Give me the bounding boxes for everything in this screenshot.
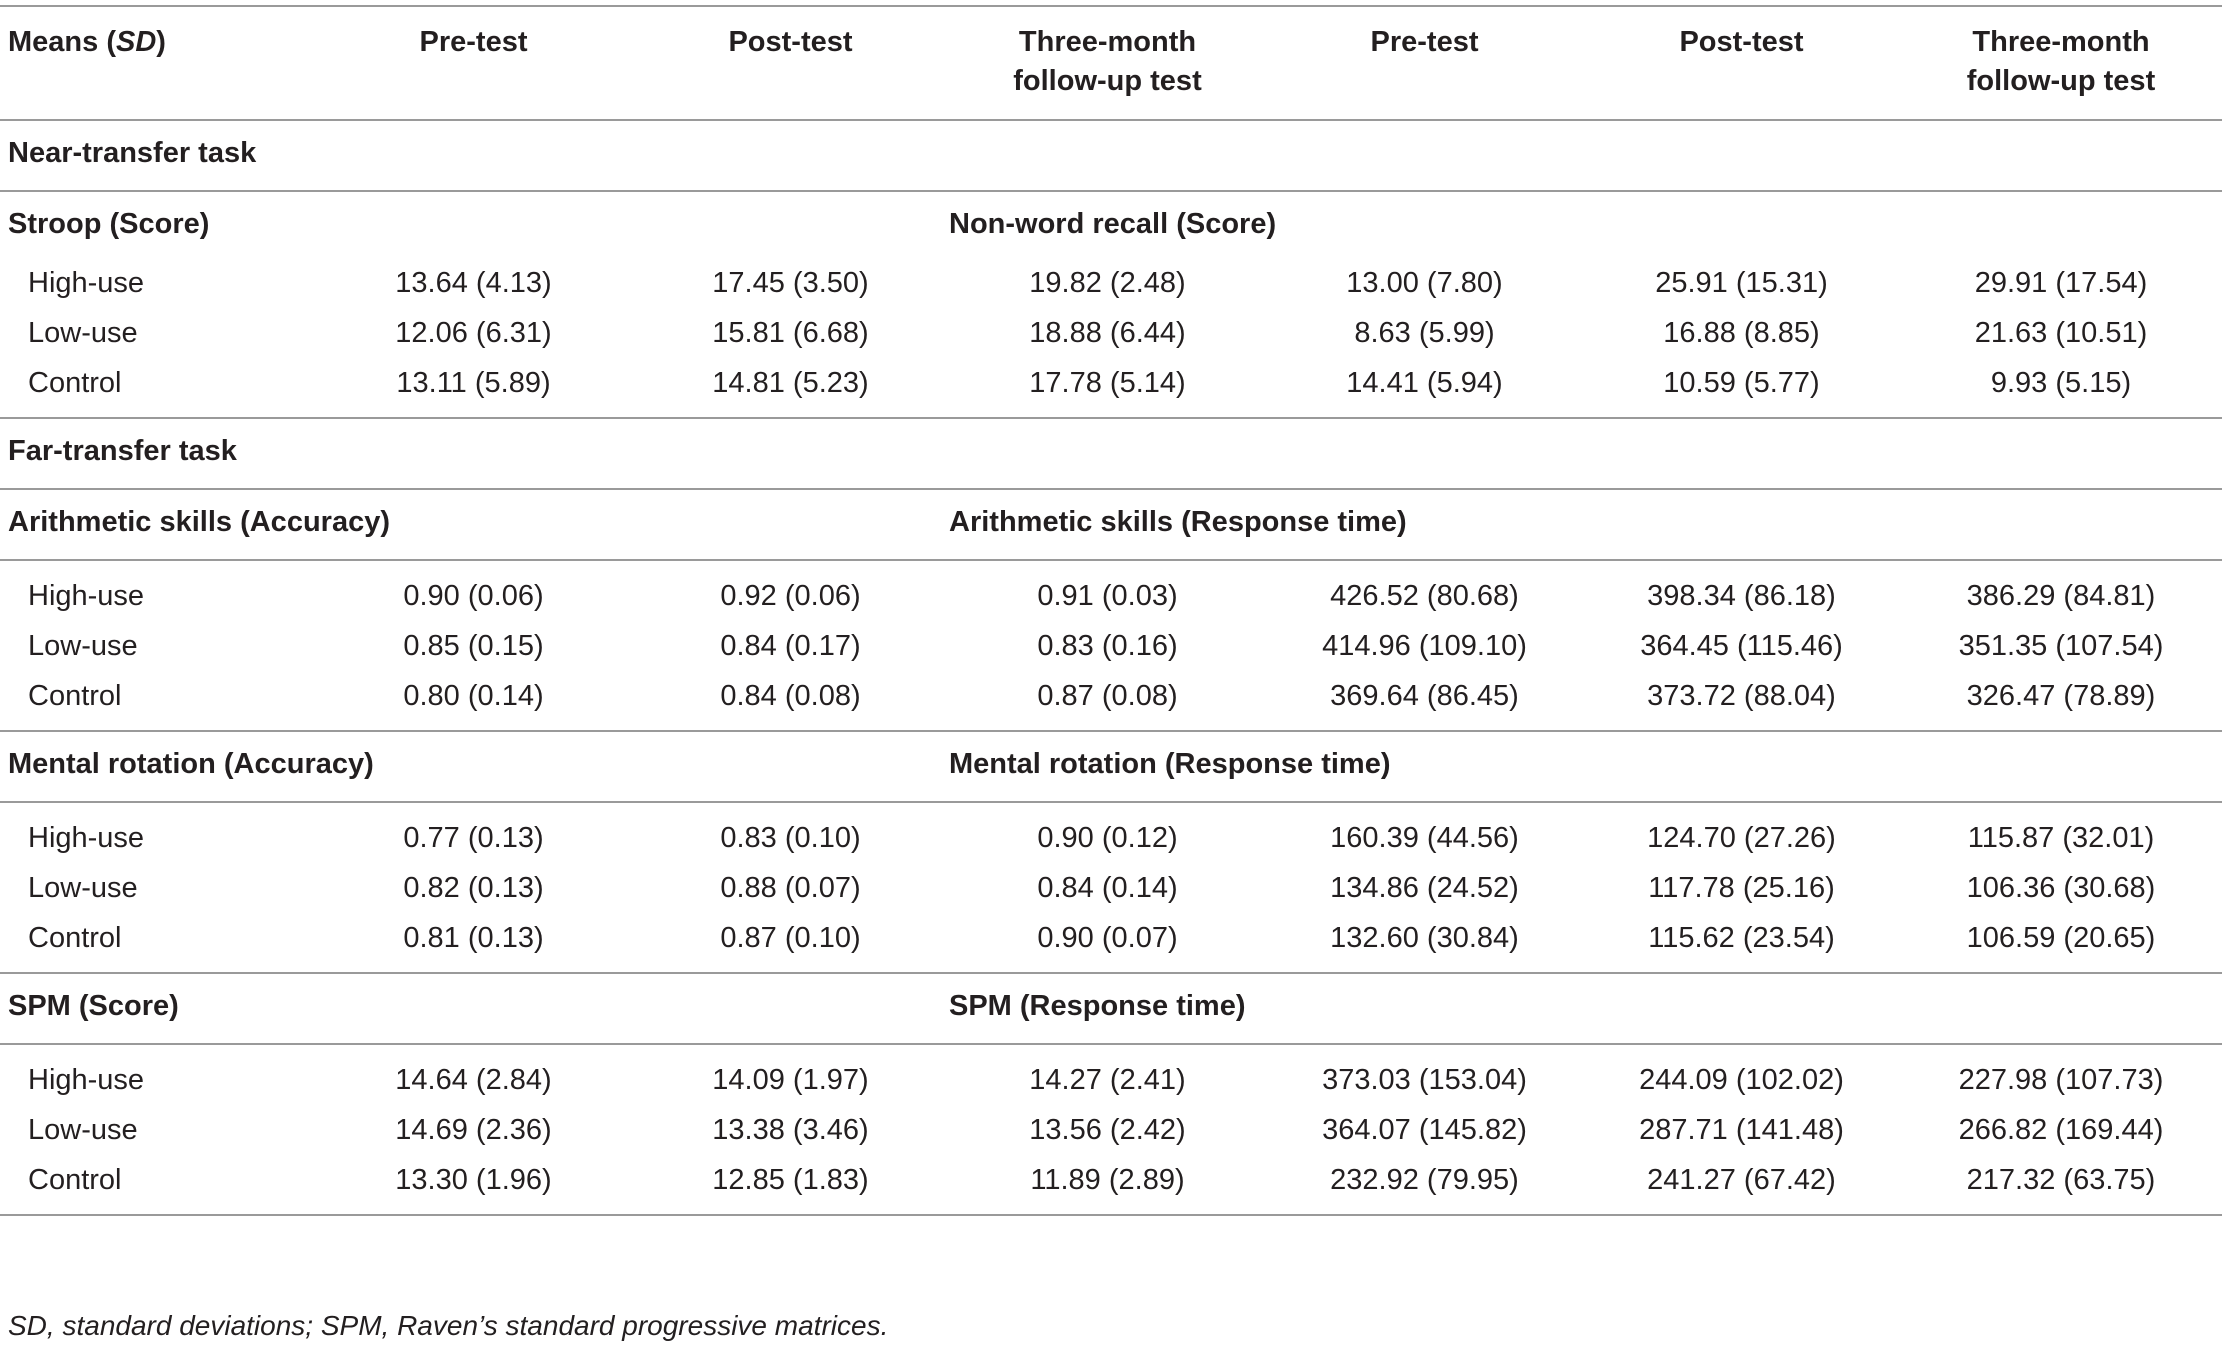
table-cell: 0.90 (0.06) (403, 580, 544, 612)
table-cell: 106.36 (30.68) (1966, 872, 2156, 904)
row-label: Low-use (28, 630, 138, 662)
header-col-3: Three-month follow-up test (949, 6, 1266, 120)
table-cell: 13.38 (3.46) (712, 1114, 869, 1146)
footnote-sd: SD (8, 1310, 47, 1341)
row-label: Control (0, 361, 315, 418)
table-cell: 10.59 (5.77) (1583, 361, 1900, 418)
table-cell: 217.32 (63.75) (1900, 1158, 2222, 1215)
table-footnote (8, 1310, 888, 1342)
table-cell: 386.29 (84.81) (1966, 580, 2156, 612)
table-cell: 0.88 (0.07) (720, 872, 861, 904)
block-left-title: Mental rotation (Accuracy) (0, 731, 949, 802)
table-cell: 0.87 (0.10) (632, 916, 949, 973)
row-label: Control (0, 1158, 315, 1215)
table-cell: 124.70 (27.26) (1647, 822, 1836, 854)
table-cell: 266.82 (169.44) (1958, 1114, 2164, 1146)
header-col-6: Three-month follow-up test (1900, 6, 2222, 120)
table-cell: 134.86 (24.52) (1330, 872, 1519, 904)
table-cell: 227.98 (107.73) (1958, 1064, 2164, 1096)
table-cell: 0.92 (0.06) (720, 580, 861, 612)
table-cell: 14.69 (2.36) (395, 1114, 552, 1146)
table-cell: 13.64 (4.13) (395, 267, 552, 299)
table-cell: 241.27 (67.42) (1583, 1158, 1900, 1215)
table-cell: 0.84 (0.17) (720, 630, 861, 662)
row-label: Low-use (28, 317, 138, 349)
row-label: High-use (28, 267, 145, 299)
table-cell: 326.47 (78.89) (1900, 674, 2222, 731)
table-cell: 13.56 (2.42) (1029, 1114, 1186, 1146)
table-cell: 0.81 (0.13) (315, 916, 632, 973)
table-cell: 373.03 (153.04) (1322, 1064, 1527, 1096)
section-far-transfer (0, 418, 2222, 489)
table-cell: 14.81 (5.23) (632, 361, 949, 418)
header-col-1: Pre-test (315, 6, 632, 120)
block-right-title: Mental rotation (Response time) (949, 731, 2222, 802)
block-right-title: Non-word recall (Score) (949, 208, 1277, 240)
table-cell: 13.11 (5.89) (315, 361, 632, 418)
block-header-row (0, 191, 2222, 261)
row-label: High-use (28, 1064, 145, 1096)
section-title: Far-transfer task (0, 418, 2222, 489)
table-row (0, 361, 2222, 418)
table-cell: 244.09 (102.02) (1639, 1064, 1844, 1096)
table-cell: 115.87 (32.01) (1967, 822, 2155, 854)
table-cell: 0.90 (0.12) (1037, 822, 1178, 854)
table-cell: 117.78 (25.16) (1648, 872, 1835, 904)
table-cell: 0.80 (0.14) (315, 674, 632, 731)
row-label: Low-use (28, 1114, 138, 1146)
table-cell: 287.71 (141.48) (1639, 1114, 1844, 1146)
table-cell: 8.63 (5.99) (1354, 317, 1495, 349)
table-cell: 29.91 (17.54) (1974, 267, 2148, 299)
header-means-sd: Means (SD) (0, 6, 315, 120)
block-right-title: SPM (Response time) (949, 973, 2222, 1044)
table-row (0, 261, 2222, 311)
table-cell: 0.91 (0.03) (1037, 580, 1178, 612)
table-cell: 21.63 (10.51) (1974, 317, 2148, 349)
section-near-transfer (0, 120, 2222, 191)
table-cell: 11.89 (2.89) (949, 1158, 1266, 1215)
table-cell: 9.93 (5.15) (1900, 361, 2222, 418)
table-cell: 115.62 (23.54) (1583, 916, 1900, 973)
table-cell: 12.06 (6.31) (395, 317, 552, 349)
table-cell: 364.45 (115.46) (1640, 630, 1843, 662)
table-cell: 0.85 (0.15) (403, 630, 544, 662)
row-label: High-use (28, 822, 145, 854)
table-cell: 16.88 (8.85) (1663, 317, 1820, 349)
table-cell: 19.82 (2.48) (1029, 267, 1186, 299)
table-cell: 14.64 (2.84) (395, 1064, 552, 1096)
block-header-row (0, 489, 2222, 560)
block-left-title: Arithmetic skills (Accuracy) (0, 489, 949, 560)
table-cell: 351.35 (107.54) (1958, 630, 2164, 662)
table-cell: 160.39 (44.56) (1330, 822, 1519, 854)
block-header-row (0, 973, 2222, 1044)
table-cell: 414.96 (109.10) (1322, 630, 1527, 662)
header-col-2: Post-test (632, 6, 949, 120)
table-cell: 0.87 (0.08) (949, 674, 1266, 731)
table-row (0, 1044, 2222, 1108)
table-cell: 132.60 (30.84) (1266, 916, 1583, 973)
row-label: Control (0, 674, 315, 731)
row-label: Control (0, 916, 315, 973)
table-cell: 0.90 (0.07) (949, 916, 1266, 973)
table-row (0, 311, 2222, 361)
table-row (0, 1108, 2222, 1158)
table-cell: 0.77 (0.13) (403, 822, 544, 854)
table-cell: 398.34 (86.18) (1647, 580, 1836, 612)
table-cell: 0.83 (0.10) (720, 822, 861, 854)
table-cell: 14.27 (2.41) (1029, 1064, 1186, 1096)
table-cell: 15.81 (6.68) (712, 317, 869, 349)
table-cell: 13.30 (1.96) (315, 1158, 632, 1215)
table-cell: 0.82 (0.13) (403, 872, 544, 904)
table-cell: 232.92 (79.95) (1266, 1158, 1583, 1215)
block-header-row (0, 731, 2222, 802)
table-cell: 0.83 (0.16) (1037, 630, 1178, 662)
header-row (0, 6, 2222, 120)
table-cell: 17.78 (5.14) (949, 361, 1266, 418)
table-cell: 18.88 (6.44) (1029, 317, 1186, 349)
table-row (0, 560, 2222, 624)
table-row (0, 674, 2222, 731)
table-cell: 0.84 (0.14) (1037, 872, 1178, 904)
table-row (0, 1158, 2222, 1215)
section-title: Near-transfer task (0, 120, 2222, 191)
table-cell: 14.41 (5.94) (1266, 361, 1583, 418)
block-right-title: Arithmetic skills (Response time) (949, 489, 2222, 560)
table-cell: 426.52 (80.68) (1330, 580, 1519, 612)
table-cell: 25.91 (15.31) (1655, 267, 1828, 299)
block-left-title: Stroop (Score) (8, 208, 210, 240)
header-col-5: Post-test (1583, 6, 1900, 120)
row-label: Low-use (28, 872, 138, 904)
table-cell: 12.85 (1.83) (632, 1158, 949, 1215)
row-label: High-use (28, 580, 145, 612)
table-cell: 14.09 (1.97) (712, 1064, 869, 1096)
table-cell: 106.59 (20.65) (1900, 916, 2222, 973)
table-row (0, 624, 2222, 674)
table-cell: 0.84 (0.08) (632, 674, 949, 731)
footnote-text: , standard deviations; SPM, Raven’s standard progressive matrices. (46, 1310, 889, 1341)
table-cell: 17.45 (3.50) (712, 267, 869, 299)
table-cell: 369.64 (86.45) (1266, 674, 1583, 731)
header-col-4: Pre-test (1266, 6, 1583, 120)
table-row (0, 866, 2222, 916)
means-table (0, 5, 2222, 1216)
table-cell: 373.72 (88.04) (1583, 674, 1900, 731)
block-left-title: SPM (Score) (0, 973, 949, 1044)
table-cell: 364.07 (145.82) (1322, 1114, 1527, 1146)
table-row (0, 916, 2222, 973)
table-row (0, 802, 2222, 866)
table-cell: 13.00 (7.80) (1346, 267, 1503, 299)
